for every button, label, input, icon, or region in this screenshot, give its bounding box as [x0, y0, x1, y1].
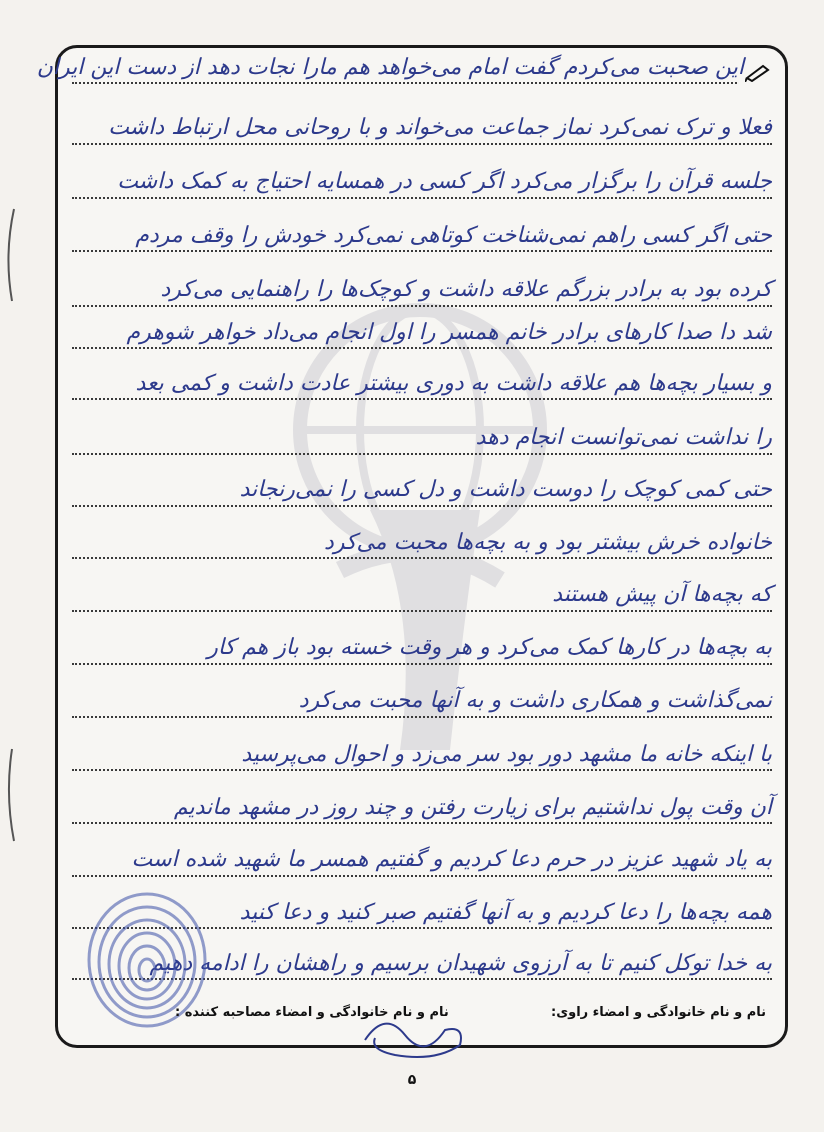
margin-bracket-mark [2, 745, 18, 845]
margin-bracket-mark [2, 205, 18, 305]
handwritten-line: شد دا صدا کارهای برادر خانم همسر را اول انجام می‌داد خواهر شوهرم [126, 320, 772, 345]
handwritten-line: به یاد شهید عزیز در حرم دعا کردیم و گفتیم همسر ما شهید شده است [131, 847, 772, 872]
interviewer-signature-label: نام و نام خانوادگی و امضاء مصاحبه کننده : [175, 1005, 449, 1020]
handwritten-line: فعلا و ترک نمی‌کرد نماز جماعت می‌خواند و با روحانی محل ارتباط داشت [108, 115, 772, 140]
handwritten-line: همه بچه‌ها را دعا کردیم و به آنها گفتیم صبر کنید و دعا کنید [239, 900, 772, 925]
handwritten-line: با اینکه خانه ما مشهد دور بود سر می‌زد و احوال می‌پرسید [241, 742, 772, 767]
signature [355, 1000, 475, 1065]
handwritten-line: این صحبت می‌کردم گفت امام می‌خواهد هم مارا نجات دهد از دست این ایران [36, 55, 744, 80]
handwritten-line: کرده بود به برادر بزرگم علاقه داشت و کوچک‌ها را راهنمایی می‌کرد [160, 277, 772, 302]
handwritten-line: حتی کمی کوچک را دوست داشت و دل کسی را نمی‌رنجاند [239, 477, 772, 502]
handwritten-line: به خدا توکل کنیم تا به آرزوی شهیدان برسیم و راهشان را ادامه دهیم [149, 951, 772, 976]
handwritten-line: که بچه‌ها آن پیش هستند [552, 582, 772, 607]
handwritten-line: جلسه قرآن را برگزار می‌کرد اگر کسی در همسایه احتیاج به کمک داشت [117, 169, 772, 194]
narrator-signature-label: نام و نام خانوادگی و امضاء راوی: [551, 1005, 766, 1020]
handwritten-line: را نداشت نمی‌توانست انجام دهد [475, 425, 772, 450]
pen-icon [745, 62, 771, 82]
handwritten-line: آن وقت پول نداشتیم برای زیارت رفتن و چند روز در مشهد ماندیم [173, 795, 772, 820]
handwritten-line: حتی اگر کسی راهم نمی‌شناخت کوتاهی نمی‌کرد خودش را وقف مردم [135, 223, 772, 248]
handwritten-line: به بچه‌ها در کارها کمک می‌کرد و هر وقت خسته بود باز هم کار [207, 635, 772, 660]
handwritten-line: و بسیار بچه‌ها هم علاقه داشت به دوری بیشتر عادت داشت و کمی بعد [135, 371, 772, 396]
handwritten-line: نمی‌گذاشت و همکاری داشت و به آنها محبت می‌کرد [298, 688, 772, 713]
page-number: ۵ [407, 1072, 417, 1088]
handwritten-line: خانواده خرش بیشتر بود و به بچه‌ها محبت می‌کرد [324, 530, 772, 555]
